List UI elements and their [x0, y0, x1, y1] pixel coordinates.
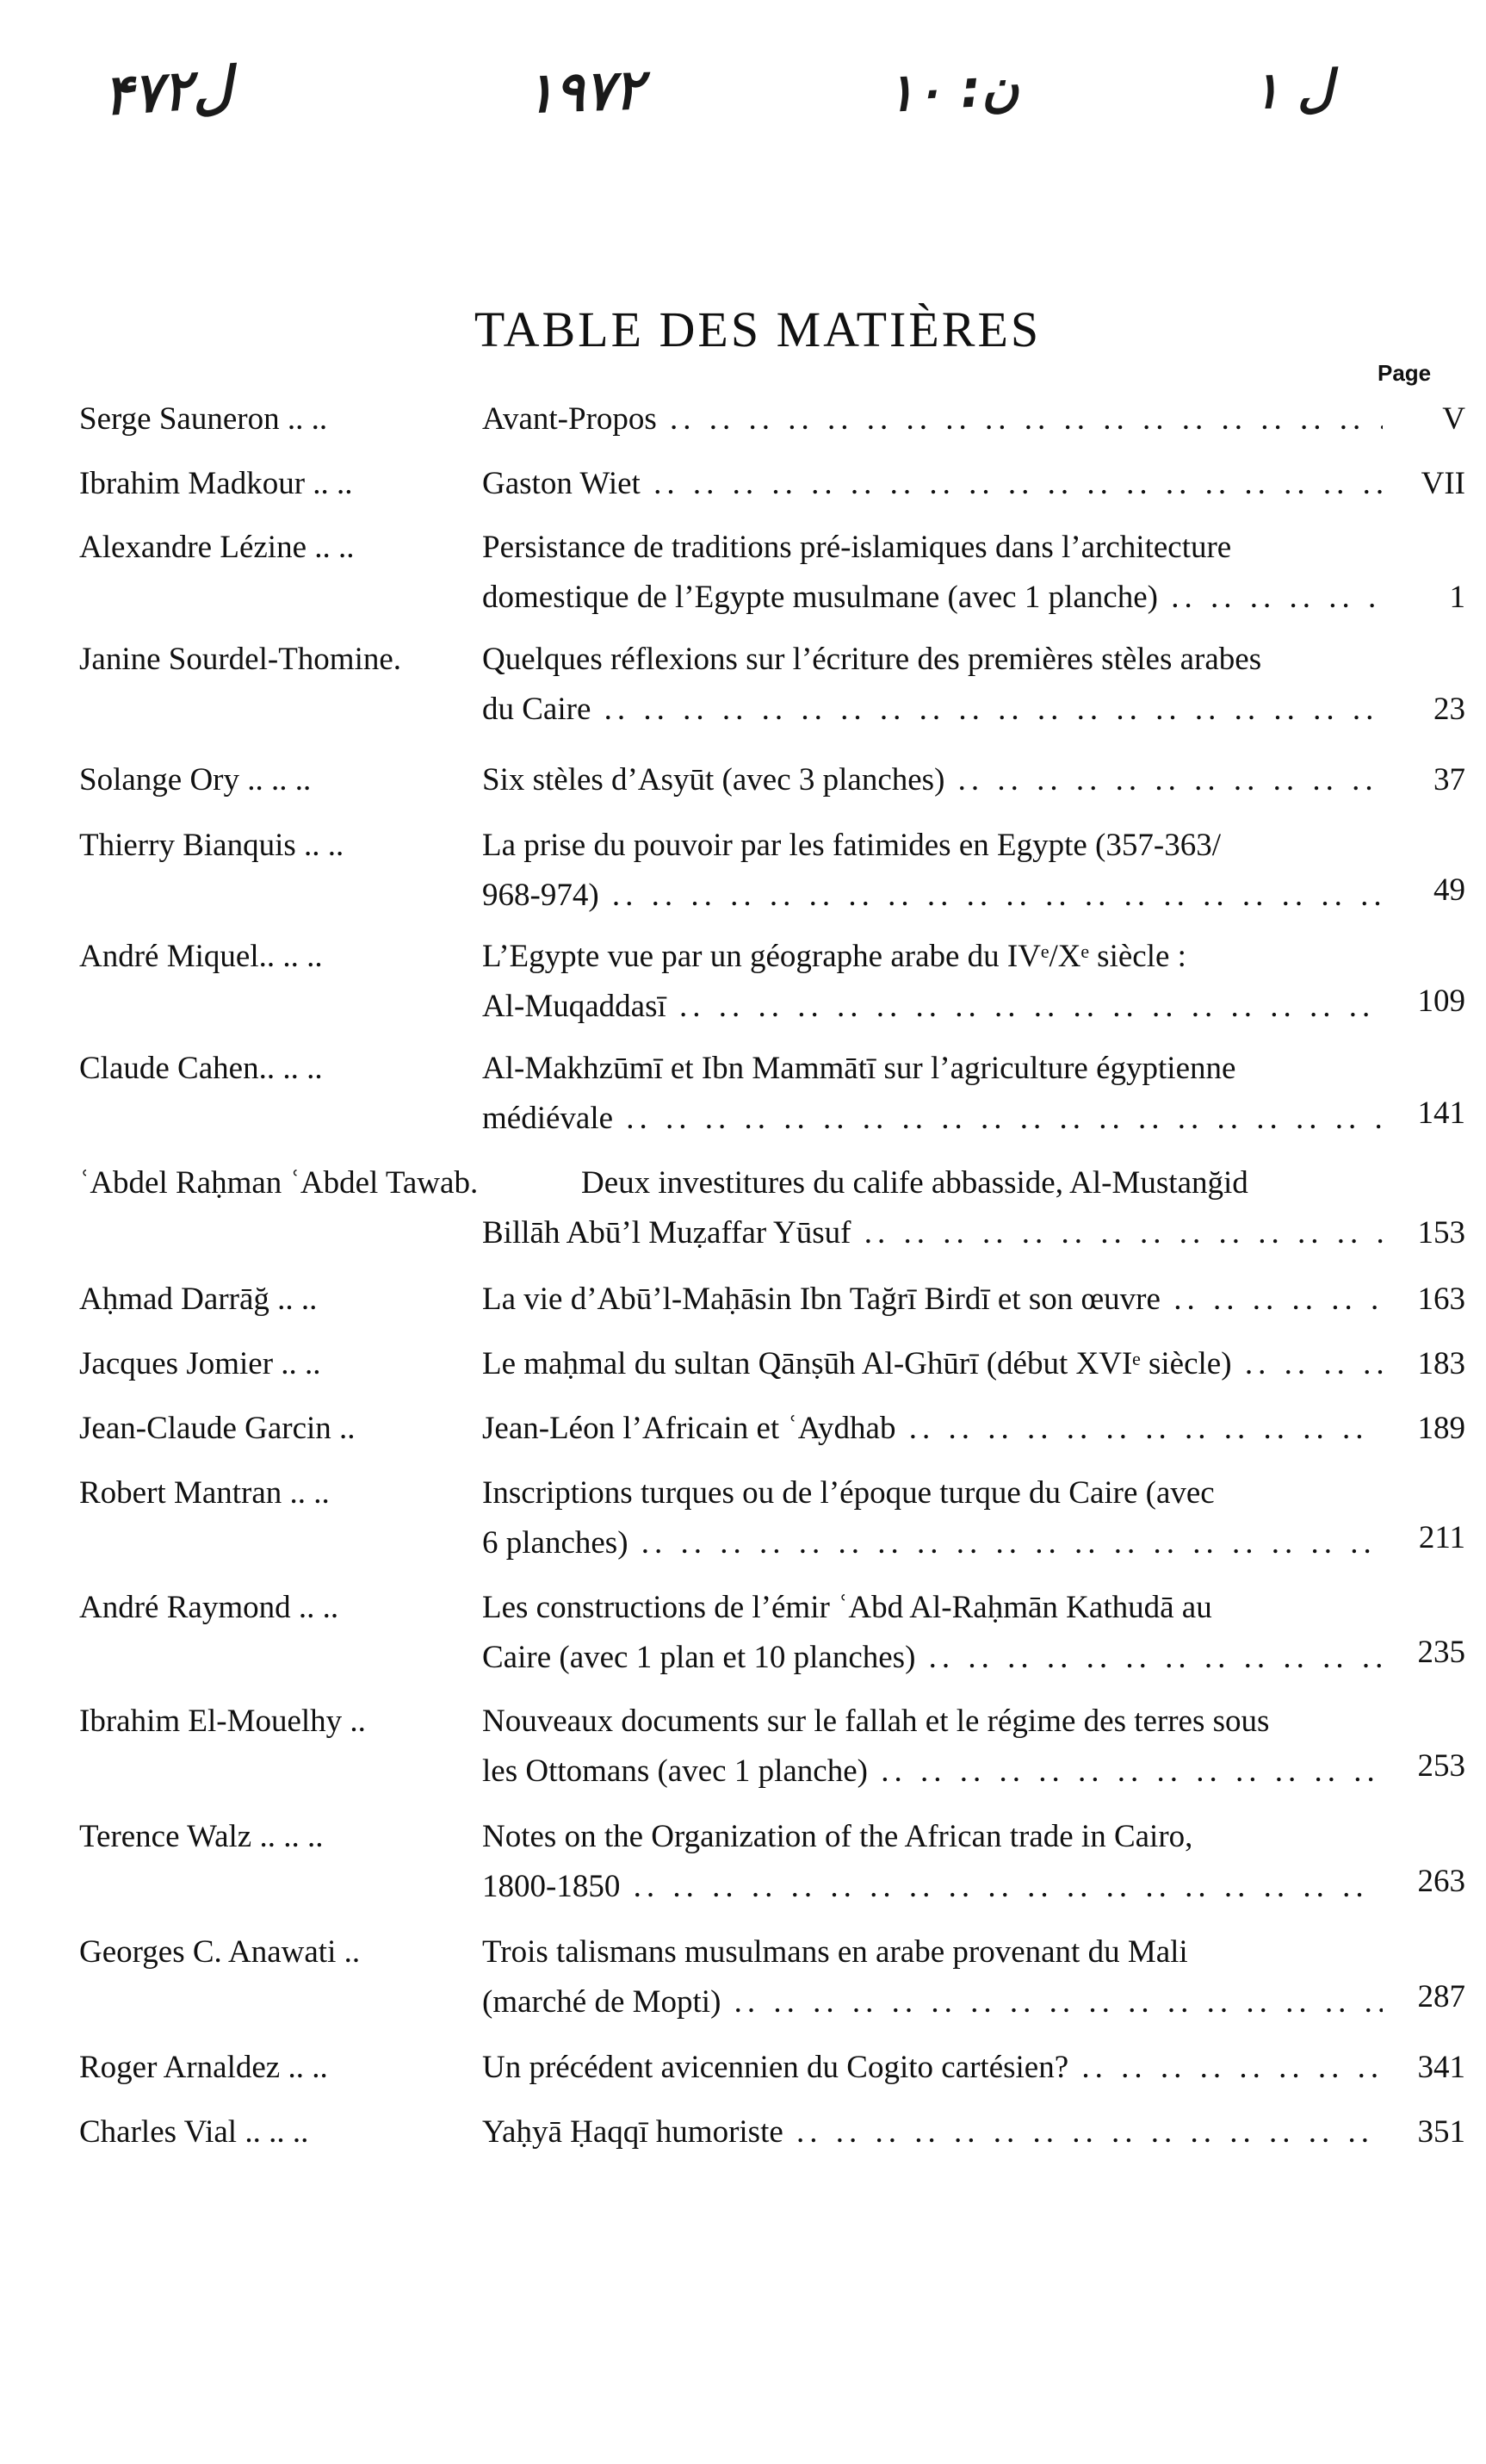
toc-title-line: Avant-Propos .. .. [482, 394, 1383, 444]
toc-page-number: 37 [1433, 762, 1465, 798]
toc-page-number: 49 [1433, 872, 1465, 908]
toc-author: Alexandre Lézine .. .. [79, 530, 355, 565]
toc-page-number: V [1442, 401, 1465, 437]
toc-title [482, 1339, 1383, 1389]
toc-page-number: 1 [1449, 580, 1465, 615]
toc-author: Terence Walz .. .. .. [79, 1819, 324, 1854]
toc-title-line: La prise du pouvoir par les fatimides en Egypte (357-363/ [482, 828, 1221, 863]
toc-author: Janine Sourdel-Thomine. [79, 642, 402, 677]
toc-author: Charles Vial .. .. .. [79, 2114, 309, 2150]
toc-page-number: 141 [1417, 1095, 1465, 1131]
toc-title-line: Le maḥmal du sultan Qānṣūh Al-Ghūrī (début XVIᵉ siècle) .. .. [482, 1339, 1383, 1389]
toc-title-line: L’Egypte vue par un géographe arabe du IVᵉ/Xᵉ siècle : [482, 939, 1186, 974]
toc-author: Jacques Jomier .. .. [79, 1346, 321, 1381]
toc-page-number: VII [1421, 466, 1465, 501]
toc-author: Robert Mantran .. .. [79, 1475, 330, 1511]
toc-page-number: 109 [1417, 984, 1465, 1019]
toc-page-number: 253 [1417, 1748, 1465, 1784]
toc-title-line: 1800-1850 .. .. [482, 1862, 1383, 1912]
toc-title-line: (marché de Mopti) .. .. [482, 1977, 1383, 2027]
toc-title-line: Gaston Wiet .. .. [482, 459, 1383, 509]
toc-author: Ibrahim Madkour .. .. [79, 466, 353, 501]
toc-title [482, 523, 1383, 623]
toc-title-line: Un précédent avicennien du Cogito cartésien? .. .. [482, 2043, 1383, 2093]
toc-title-line: Nouveaux documents sur le fallah et le régime des terres sous [482, 1704, 1270, 1739]
toc-author: André Raymond .. .. [79, 1590, 339, 1625]
toc-title-line: 6 planches) .. .. [482, 1518, 1383, 1568]
toc-title [482, 1044, 1383, 1144]
toc-title [581, 1158, 1383, 1208]
toc-author: Claude Cahen.. .. .. [79, 1051, 323, 1086]
toc-page-number: 341 [1417, 2050, 1465, 2085]
toc-title-line: 968-974) .. .. [482, 871, 1383, 921]
toc-author: Aḥmad Darrāğ .. .. [79, 1282, 318, 1317]
toc-page-number: 211 [1418, 1520, 1465, 1555]
toc-title [482, 1275, 1383, 1325]
toc-title-line: Six stèles d’Asyūt (avec 3 planches) .. .. [482, 755, 1383, 805]
toc-title-line: Trois talismans musulmans en arabe provenant du Mali [482, 1934, 1188, 1970]
toc-title [482, 1468, 1383, 1568]
toc-page-number: 153 [1417, 1215, 1465, 1251]
toc-title [482, 755, 1383, 805]
toc-title-line: Deux investitures du calife abbasside, Al-Mustanğid [581, 1165, 1248, 1201]
toc-title-continued [482, 1208, 1383, 1258]
page-title: TABLE DES MATIÈRES [474, 301, 1042, 357]
toc-title-line: Al-Muqaddasī .. .. [482, 982, 1383, 1032]
page-column-header: Page [1378, 360, 1432, 386]
toc-title [482, 1697, 1383, 1797]
toc-title-line: Yaḥyā Ḥaqqī humoriste .. .. [482, 2107, 1383, 2157]
toc-title-line: Les constructions de l’émir ʿAbd Al-Raḥmān Kathudā au [482, 1590, 1212, 1625]
toc-title-line: La vie d’Abū’l-Maḥāsin Ibn Tağrī Birdī et son œuvre .. .. [482, 1275, 1383, 1325]
handwritten-note-4: ل ۱ [1251, 59, 1334, 121]
toc-page-number: 189 [1417, 1411, 1465, 1446]
toc-title [482, 1583, 1383, 1683]
toc-title-line: Quelques réflexions sur l’écriture des premières stèles arabes [482, 642, 1262, 677]
toc-page-number: 287 [1417, 1979, 1465, 2014]
toc-title-line: du Caire .. .. [482, 685, 1383, 735]
toc-title-line: Persistance de traditions pré-islamiques dans l’architecture [482, 530, 1232, 565]
toc-author: Jean-Claude Garcin .. [79, 1411, 356, 1446]
toc-author: Georges C. Anawati .. [79, 1934, 361, 1970]
toc-author: André Miquel.. .. .. [79, 939, 323, 974]
toc-title [482, 2043, 1383, 2093]
toc-page-number: 163 [1417, 1282, 1465, 1317]
toc-title-line: Jean-Léon l’Africain et ʿAydhab .. .. [482, 1404, 1383, 1454]
toc-page-number: 235 [1417, 1635, 1465, 1670]
toc-author: Roger Arnaldez .. .. [79, 2050, 328, 2085]
toc-page-number: 23 [1433, 692, 1465, 727]
toc-page-number: 183 [1417, 1346, 1465, 1381]
toc-page-number: 263 [1417, 1864, 1465, 1899]
toc-author: Ibrahim El-Mouelhy .. [79, 1704, 366, 1739]
toc-title-line: Caire (avec 1 plan et 10 planches) .. .. [482, 1633, 1383, 1683]
toc-title [482, 1927, 1383, 2027]
toc-title-line: Billāh Abū’l Muẓaffar Yūsuf .. .. [482, 1208, 1383, 1258]
toc-author: Thierry Bianquis .. .. [79, 828, 344, 863]
toc-author: Serge Sauneron .. .. [79, 401, 328, 437]
toc-author: ʿAbdel Raḥman ʿAbdel Tawab. [79, 1165, 479, 1201]
toc-title-line: médiévale .. .. [482, 1094, 1383, 1144]
toc-title [482, 459, 1383, 509]
toc-author: Solange Ory .. .. .. [79, 762, 312, 798]
toc-title [482, 2107, 1383, 2157]
handwritten-note-2: ۱۹۷۲ [523, 58, 645, 127]
toc-title [482, 635, 1383, 735]
toc-title-line: Al-Makhzūmī et Ibn Mammātī sur l’agriculture égyptienne [482, 1051, 1236, 1086]
toc-page-number: 351 [1417, 2114, 1465, 2150]
toc-title-line: Inscriptions turques ou de l’époque turque du Caire (avec [482, 1475, 1215, 1511]
toc-title [482, 1404, 1383, 1454]
toc-title [482, 1812, 1383, 1912]
toc-title-line: domestique de l’Egypte musulmane (avec 1 planche) .. .. [482, 573, 1383, 623]
handwritten-note-1: ل۴۷۲ [101, 55, 235, 129]
toc-title [482, 394, 1383, 444]
toc-title-line: Notes on the Organization of the African trade in Cairo, [482, 1819, 1193, 1854]
toc-title [482, 932, 1383, 1032]
toc-title-line: les Ottomans (avec 1 planche) .. .. [482, 1747, 1383, 1797]
toc-title [482, 821, 1383, 921]
handwritten-note-3: ن: ۱۰ [885, 57, 1021, 124]
